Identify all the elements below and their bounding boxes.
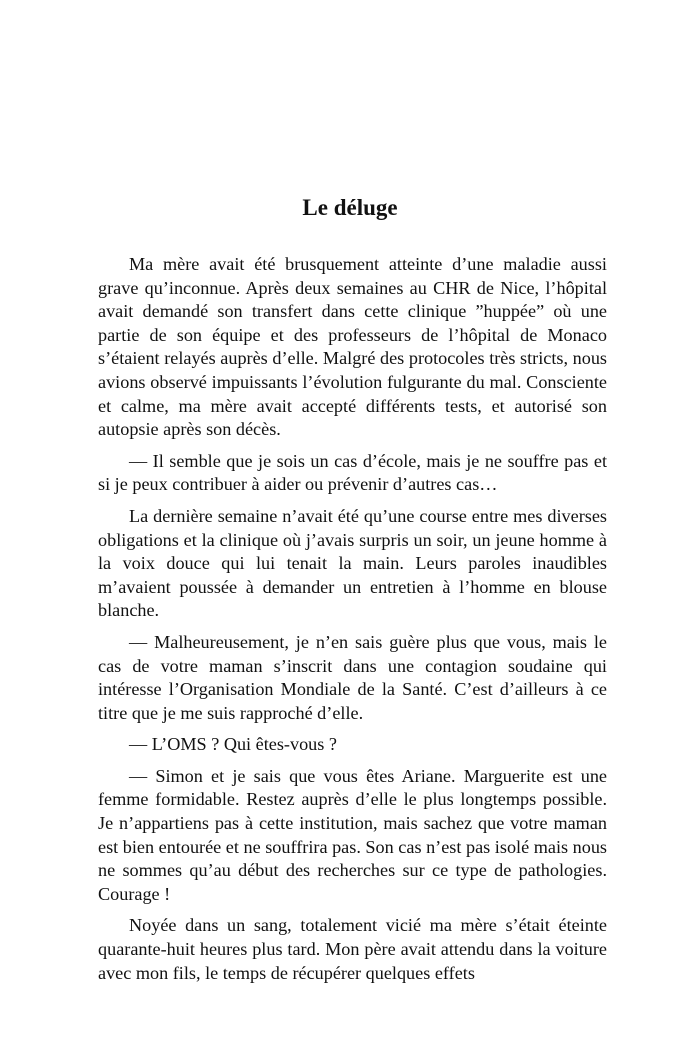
paragraph-narration-illness: Ma mère avait été brusquement atteinte d’une maladie aussi grave qu’inconnue. Après deux semaines au CHR de Nice, l’hôpital avait demandé son transfert dans cette clinique ”huppée” où une partie de son équipe et des professeurs de l’hôpital de Monaco s’étaient relayés auprès d’elle. Malgré des protocoles très stricts, nous avions observé impuissants l’évolution fulgurante du mal. Consciente et calme, ma mère avait accepté différents tests, et autorisé son autopsie après son décès. — [98, 254, 607, 440]
paragraph-dialogue-doctor: — Malheureusement, je n’en sais guère plus que vous, mais le cas de votre maman s’inscrit dans une contagion soudaine qui intéresse l’Organisation Mondiale de la Santé. C’est d’ailleurs à ce titre que je me suis rapproché d’elle. — [98, 631, 607, 723]
chapter-title: Le déluge — [302, 195, 398, 220]
paragraph-dialogue-simon: — Simon et je sais que vous êtes Ariane. Marguerite est une femme formidable. Restez auprès d’elle le plus longtemps possible. Je n’appartiens pas à cette institution, mais sachez que votre maman est bien entourée et ne souffrira pas. Son cas n’est pas isolé mais nous ne sommes qu’au début des recherches sur ce type de pathologies. Courage ! — [98, 765, 607, 904]
paragraph-dialogue-mother: — Il semble que je sois un cas d’école, mais je ne souffre pas et si je peux contribuer à aider ou prévenir d’autres cas… — [98, 450, 607, 495]
paragraph-narration-death: Noyée dans un sang, totalement vicié ma mère s’était éteinte quarante-huit heures plus tard. Mon père avait attendu dans la voiture avec mon fils, le temps de récupérer quelques effets — [98, 915, 607, 983]
paragraph-dialogue-question: — L’OMS ? Qui êtes-vous ? — [129, 734, 337, 755]
paragraph-narration-last-week: La dernière semaine n’avait été qu’une course entre mes diverses obligations et la clinique où j’avais surpris un soir, un jeune homme à la voix douce qui lui tenait la main. Leurs paroles inaudibles m’avaient poussée à demander un entretien à l’homme en blouse blanche. — [98, 505, 607, 621]
body-text — [98, 253, 607, 985]
